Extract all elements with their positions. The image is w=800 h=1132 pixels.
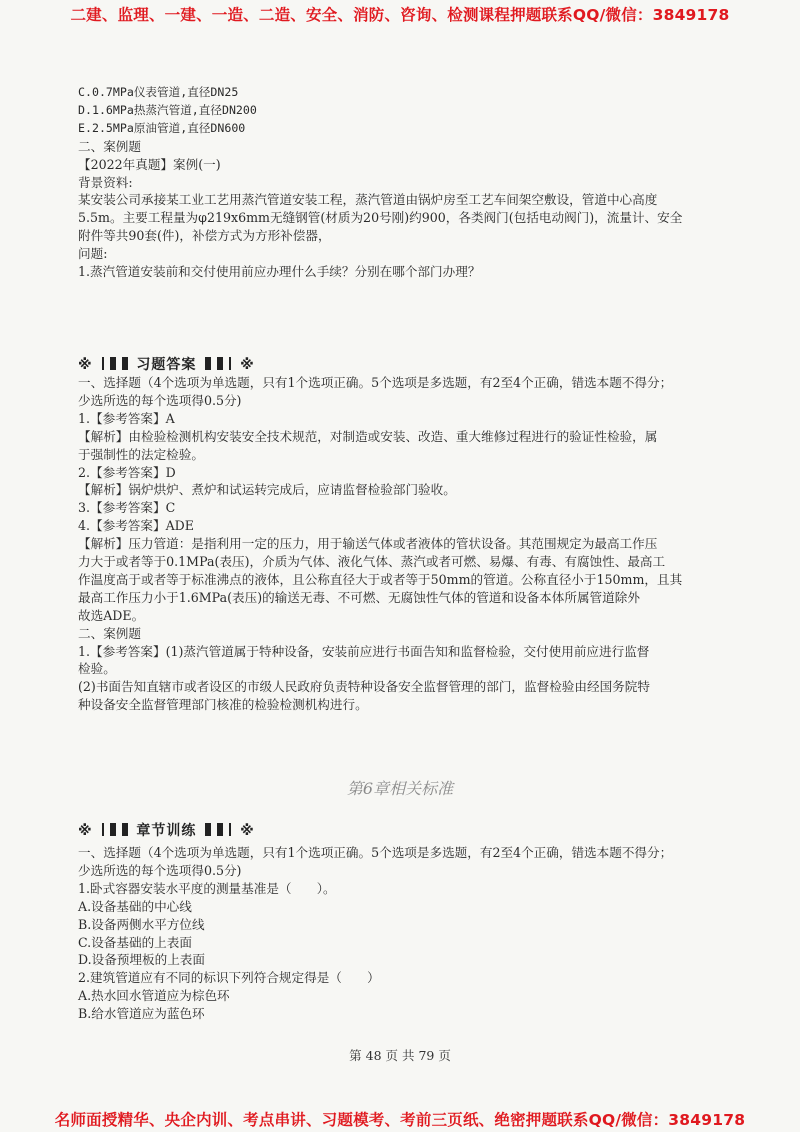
case-section-heading: 二、案例题	[78, 138, 141, 154]
question-1-option-c: C.设备基础的上表面	[78, 934, 192, 950]
decor-bars-left	[99, 357, 131, 373]
case-tag: 【2022年真题】案例(一)	[78, 156, 221, 172]
question-2: 2.建筑管道应有不同的标识下列符合规定得是（ ）	[78, 970, 380, 986]
background-line-2: 5.5m。主要工程量为φ219x6mm无缝钢管(材质为20号刚)约900，各类阀门(包括电动阀门)，流量计、安全	[78, 210, 683, 226]
answer-4: 4.【参考答案】ADE	[78, 518, 194, 534]
page-number: 第 48 页 共 79 页	[349, 1048, 451, 1063]
answer-4-explanation-1: 【解析】压力管道：是指利用一定的压力，用于输送气体或者液体的管状设备。其范围规定为最高工作压	[78, 536, 658, 552]
decor-bars-right	[202, 357, 234, 373]
chapter-title: 第6章相关标准	[346, 779, 454, 798]
training-content	[78, 820, 758, 1023]
answer-1-explanation-1: 【解析】由检验检测机构安装安全技术规范，对制造或安装、改造、重大维修过程进行的验证性检验，属	[78, 428, 658, 444]
question-2-option-a: A.热水回水管道应为棕色环	[78, 988, 230, 1004]
background-line-1: 某安装公司承接某工业工艺用蒸汽管道安装工程，蒸汽管道由锅炉房至工艺车间架空敷设，管道中心高度	[78, 192, 658, 208]
answer-4-explanation-3: 作温度高于或者等于标准沸点的液体，且公称直径大于或者等于50mm的管道。公称直径小于150mm，且其	[78, 571, 683, 587]
training-header-right-mark: ※	[240, 823, 255, 839]
question-label: 问题:	[78, 246, 108, 262]
background-label: 背景资料:	[78, 174, 133, 190]
answer-1-explanation-2: 于强制性的法定检验。	[78, 446, 204, 462]
training-header-left-mark: ※	[78, 823, 93, 839]
case-answer-4: 种设备安全监督管理部门核准的检验检测机构进行。	[78, 697, 368, 713]
question-1-option-d: D.设备预埋板的上表面	[78, 952, 205, 968]
case-answer-2: 检验。	[78, 661, 116, 677]
answers-header-right-mark: ※	[240, 356, 255, 373]
decor-bars-left	[99, 823, 131, 839]
answers-header-title: 习题答案	[136, 356, 197, 373]
case-answer-3: (2)书面告知直辖市或者设区的市级人民政府负责特种设备安全监督管理的部门，监督检验由经国务院特	[78, 679, 650, 695]
answer-2: 2.【参考答案】D	[78, 464, 176, 480]
case-answer-heading: 二、案例题	[78, 625, 141, 641]
mcq-intro-2: 少选所选的每个选项得0.5分)	[78, 392, 242, 408]
answer-4-explanation-4: 最高工作压力小于1.6MPa(表压)的输送无毒、不可燃、无腐蚀性气体的管道和设备本体所属管道除外	[78, 589, 640, 605]
page-content	[78, 84, 758, 714]
answer-2-explanation: 【解析】锅炉烘炉、煮炉和试运转完成后，应请监督检验部门验收。	[78, 482, 456, 498]
question-2-option-b: B.给水管道应为蓝色环	[78, 1006, 205, 1022]
answer-4-explanation-2: 力大于或者等于0.1MPa(表压)，介质为气体、液化气体、蒸汽或者可燃、易爆、有毒、有腐蚀性、最高工	[78, 554, 666, 570]
top-promo-banner: 二建、监理、一建、一造、二造、安全、消防、咨询、检测课程押题联系QQ/微信：3849178	[70, 6, 730, 24]
option-d-prev: D.1.6MPa热蒸汽管道,直径DN200	[78, 102, 257, 117]
bottom-promo-banner: 名师面授精华、央企内训、考点串讲、习题模考、考前三页纸、绝密押题联系QQ/微信：3849178	[54, 1111, 746, 1129]
question-1-option-b: B.设备两侧水平方位线	[78, 916, 205, 932]
answers-header-left-mark: ※	[78, 356, 93, 373]
answers-header	[78, 354, 758, 374]
question-1-option-a: A.设备基础的中心线	[78, 898, 192, 914]
option-c-prev: C.0.7MPa仪表管道,直径DN25	[78, 85, 239, 99]
option-e-prev: E.2.5MPa原油管道,直径DN600	[78, 120, 246, 135]
answer-3: 3.【参考答案】C	[78, 500, 176, 516]
training-header-title: 章节训练	[136, 823, 197, 839]
background-line-3: 附件等共90套(件)，补偿方式为方形补偿器，	[78, 228, 331, 244]
training-header	[78, 820, 758, 840]
answer-4-explanation-5: 故选ADE。	[78, 607, 145, 623]
training-intro-1: 一、选择题（4个选项为单选题，只有1个选项正确。5个选项是多选题，有2至4个正确，错选本题不得分；	[78, 845, 673, 860]
training-intro-2: 少选所选的每个选项得0.5分)	[78, 862, 242, 878]
question-1: 1.卧式容器安装水平度的测量基准是（ ）。	[78, 880, 336, 896]
mcq-intro-1: 一、选择题（4个选项为单选题，只有1个选项正确。5个选项是多选题，有2至4个正确，错选本题不得分；	[78, 374, 673, 390]
case-question: 1.蒸汽管道安装前和交付使用前应办理什么手续？分别在哪个部门办理？	[78, 264, 481, 280]
decor-bars-right	[202, 823, 234, 839]
answer-1: 1.【参考答案】A	[78, 410, 175, 426]
case-answer-1: 1.【参考答案】(1)蒸汽管道属于特种设备，安装前应进行书面告知和监督检验，交付使用前应进行监督	[78, 643, 650, 659]
